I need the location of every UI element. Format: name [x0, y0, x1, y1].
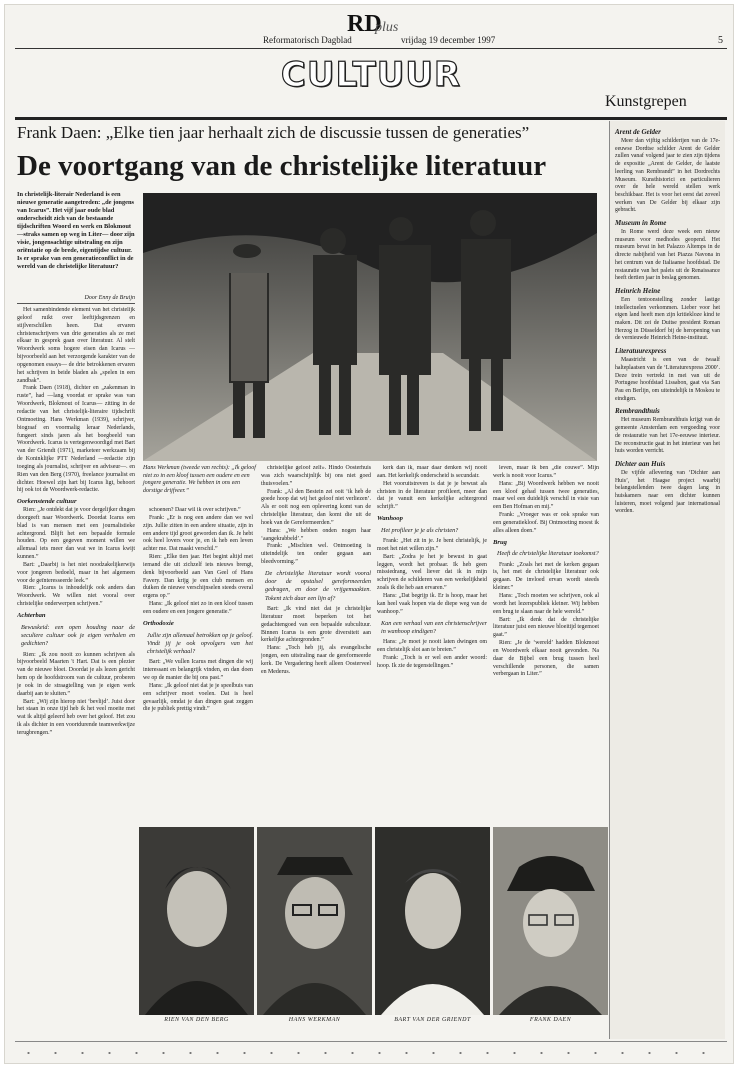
- sidebar-heading: Dichter aan Huis: [615, 459, 666, 468]
- paragraph: Hans: „Je moet je nooit laten dwingen om een christelijk slot aan te breien.”: [377, 639, 487, 653]
- subheading: Brug: [493, 538, 507, 546]
- paragraph: Bart: „Ik denk dat de christelijke literatuur juist een nieuwe bloeitijd tegemoet gaat.”: [493, 616, 599, 639]
- article-column-3: [261, 465, 371, 823]
- byline: Door Enny de Bruijn: [17, 295, 135, 304]
- newspaper-page: [4, 4, 734, 1064]
- masthead-rule: [15, 48, 727, 49]
- sidebar-heading: Rembrandthuis: [615, 407, 660, 416]
- paragraph: Bart: „Zodra je het je bewust in gaat leggen, wordt het probaar. Ik heb geen missiedrang, veel liever dat ik in mijn schrijven de schilderen van een werkelijkheid zoals ik die heb aan ervaren.”: [377, 553, 487, 592]
- paragraph: Rien: „Elke tien jaar. Het begint altijd met iemand die uit zichzelf iets nieuws brengt, denk bijvoorbeeld aan Van Geel of Hans Favery. Dan krijg je een club mensen en duiken de nieuwe verschijnselen steeds overal ergens op.”: [143, 554, 253, 600]
- paragraph: Bart: „Ik vind niet dat je christelijke literatuur moet beperken tot het gedachtengoed van een bepaalde subcultuur. Binnen Icarus is een grote diversiteit aan kerkelijke achtergronden.”: [261, 605, 371, 644]
- paragraph: kerk dan ik, maar daar denken wij nooit aan. Het kerkelijk onderscheid is secundair.: [377, 465, 487, 479]
- paragraph: Bart: „Wij zijn hierop niet ‘bevlijd’. Juist door het staan in onze tijd heb ik het veel moeite met wat ik altijd geleerd heb over het geloof. Het zou ik als dichter in een voortdurende teamwerkwijze terugbrengen.”: [17, 698, 135, 736]
- rd-plus-logo: [345, 9, 401, 35]
- paragraph: Hans: „Bij Woordwerk hebben we nooit een kloof gehad tussen twee generaties, maar wel een duidelijk verschil in visie van een Ben Hofman en mij.”: [493, 480, 599, 511]
- sidebar-text: Meer dan vijftig schilderijen van de 17e-eeuwse Dordtse schilder Arent de Gelder zullen vanaf volgend jaar te zien zijn tijdens de expositie „Arent de Gelder, de laatste leerling van Rembrandt” in het Dordrechts Museum. Kunsthistorici en particulieren over de hele wereld stellen werk beschikbaar. Het is voor het eerst dat zoveel werken van De Gelder bij elkaar zijn gebracht.: [615, 138, 720, 214]
- interview-question: Bewuskeid: een open houding naar de seculiere cultuur ook je eigen verhalen en gedichten?: [21, 623, 135, 648]
- interview-question: Kan een verhaal van een christenschrijver in wanhoop eindigen?: [381, 619, 487, 635]
- subheading: Wanhoop: [377, 515, 403, 523]
- paragraph: Bart: „Daarbij is het niet noodzakelijkerwijs voor jongeren bedoeld, maar in het algemeen voor de geïnteresseerde leek.”: [17, 561, 135, 584]
- article-headline: De voortgang van de christelijke literatuur: [17, 150, 547, 182]
- portrait-photo: [257, 827, 372, 1015]
- paragraph: Hans: „Ik geloof niet dat je je speelbuis van een schrijver moet voelen. Dat is heel gevaarlijk, omdat je dan dingen gaat zeggen die je publiek prettig vindt.”: [143, 682, 253, 713]
- portrait-photo: [139, 827, 254, 1015]
- sidebar-text: Een tentoonstelling zonder lastige intellectuelen verkommen. Lieber voor het eigen land heeft men zijn kritiekloze kind te maken. Dit zei de Duitse president Roman Herzog in Düsseldorf bij de heropening van de vernieuwde Heinrich Heine-instituut.: [615, 296, 720, 342]
- paragraph: schoenen? Daar wil ik over schrijven.”: [149, 507, 241, 513]
- sidebar-text: In Rome werd deze week een nieuw museum voor medhodes geopend. Het museum bevat in het Palazzo Altemps in de directe nabijheid van het Piazza Navona in het centrum van de Italiaanse hoofdstad. De restauratie van het paleis uit de Renaissance heeft dertien jaar in beslag genomen.: [615, 229, 720, 282]
- paragraph: Het vooruitstreven is dat je je bewust als christen in de literatuur profileert, meer dan dat je vanuit een kerkelijke achtergrond schrijft.”: [377, 480, 487, 511]
- paragraph: Frank: „Toch is er wel een ander woord: hoop. Ik zie de tegenstellingen.”: [377, 654, 487, 669]
- section-title: CULTUUR: [280, 55, 462, 95]
- paper-name: Reformatorisch Dagblad: [263, 35, 352, 45]
- portrait-label: FRANK DAEN: [529, 1017, 572, 1023]
- paragraph: Rien: „Icarus is inhoudelijk ook anders dan Woordwerk. We willen niet vooral over christelijke onderwerpen schrijven.”: [17, 585, 135, 608]
- page-number: 5: [718, 35, 723, 46]
- paragraph: Rien: „Je de ‘wereld’ hadden Blokmout en Woordwerk elkaar nooit gevonden. Na daar de Bijbel een brug tussen heel verschillende personen, die samen verbergaan in Liter.”: [493, 640, 599, 678]
- photo-caption: Hans Werkman (tweede van rechts): „Ik geloof niet zo in een kloof tussen een oudere en een jongere generatie. We hebben in ons een dorstige drijfveer.”: [143, 465, 256, 494]
- group-walking-photo: [143, 193, 597, 461]
- section-band: [15, 117, 727, 120]
- sidebar-text: De vijfde aflevering van ‘Dichter aan Huis’, het Haagse project waarbij belangstellenden twee dagen lang in huiskamers naar een dichter kunnen luisteren, moet volgend jaar internationaal worden.: [615, 469, 720, 515]
- interview-question: Jullie zijn allemaal betrokken op je geloof. Vindt jij je ook opvolgers van het christelijk verhaal?: [147, 631, 253, 656]
- masthead: [5, 35, 735, 47]
- interview-question: Het profileer je je als christen?: [381, 526, 459, 534]
- subheading: Orthodoxie: [143, 619, 174, 627]
- paragraph: Bart: „We vullen Icarus met dingen die wij interessant en belangrijk vinden, en dan doen we op de manier die bij ons past.”: [143, 659, 253, 682]
- perforation-dots: [15, 1051, 727, 1055]
- interview-question: Heeft de christelijke literatuur toekomst?: [497, 550, 599, 558]
- article-column-2: [143, 507, 253, 823]
- paragraph: Rien: „Je ontdekt dat je voor dergelijker dingen doorgeeft naar Woordwerk. Doordat Icarus een blad is van mensen met een journalistieke achtergrond. Blijft het een bepaalde formule houden. Op een gegeven moment willen we allemaal iets meer dan wat we in Icarus kwijt kunnen.”: [17, 507, 135, 561]
- sidebar-text: Het museum Rembrandthuis krijgt van de gemeente Amsterdam een vergoeding voor de restauratie van het 17e-eeuwse interieur. De reconstructie gaat in het interieur van het huis worden verricht.: [615, 417, 720, 455]
- portrait-label: BART VAN DER GRIENDT: [394, 1017, 471, 1023]
- sidebar-text: Maastricht is een van de twaalf halteplaatsen van de ‘Literaturexpress 2000’. Deze trein vertrekt in mei van uit de Portugese hoofdstad Lissabon, gaat via San Pau en Berlijn, om uiteindelijk in Moskou te eindigen.: [615, 357, 720, 402]
- paragraph: Frank: „Zoals het met de kerken gegaan is, het met de christelijke literatuur ook gegaan. De invloed ervan wordt steeds kleiner.”: [493, 561, 599, 592]
- paragraph: Frank: „Mischien wel. Ontmoeting is uiteindelijk ten onder gegaan aan bleedvorming.”: [261, 543, 371, 566]
- issue-date: vrijdag 19 december 1997: [401, 35, 496, 45]
- interview-question: De christelijke literatuur wordt vooral door de opstalsel gereformeerden gedragen, en door de vrijgemaakten. Tokent zich daar een lijn af?: [265, 569, 371, 602]
- paragraph: Hans: „Toch moeten we schrijven, ook al wordt het lezerspubliek kleiner. Wij hebben een brug te slaan naar de hele wereld.”: [493, 592, 599, 615]
- paragraph: leven, maar ik ben „die couwe”. Mijn werk is nooit voor Icarus.”: [493, 465, 599, 479]
- paragraph: Frank Daen (1918), dichter en „zakenman in ruste”, had —lang voordat er sprake was van Woordwerk, Blokmout of Icarus— zitting in de redactie van het christelijk-literaire tijdschrift Ontmoeting. Hans Werkman (1939), schrijver, biograaf en voormalig leraar Nederlands, fungeert sinds jaren als het boegbeeld van Woordwerk. Icarus is vertegenwoordigd met Bart van der Griendt (1971), marketeer werkzaam bij de Koninklijke PTT Nederland —redactie zijn toeging als journalist, schrijver en adviseur—. en Rien van den Berg (1970), freelance journalist en dichter. Hoewel zijn hart bij Icarus ligt, behoort hij ook tot de Woordwerk-redactie.: [17, 385, 135, 494]
- paragraph: Rien: „Ik zou nooit zo kunnen schrijven als bijvoorbeeld Maarten 't Hart. Dat is een plezier van de nieuwe bloei. Doordat je als lezen gericht hem op de hoofdstroom van de cultuur, proberen je ook in de straagtelling van je eigen werk daarbij aan te sluiten.”: [17, 651, 135, 697]
- paragraph: Hans: „Ik geloof niet zo in een kloof tussen een oudere en een jongere generatie.”: [143, 601, 253, 615]
- portrait-photo: [493, 827, 608, 1015]
- paragraph: Het samenbindende element van het christelijk geloof ruikt over leeftijdsgrenzen en stijlverschillen heen. Dat ervaren christenschrijvers van drie generaties als ze met elkaar in gesprek gaan over literatuur. Al stelt Woordwerk soms hogere eisen dan Icarus —bijvoorbeeld aan het verzorgende karakter van de opgenomen essays— de drie betrokkenen ervaren het schrijven in beide bladen als „spelen in een zandbak”.: [17, 307, 135, 384]
- paragraph: Frank: „Er is nog een andere dan we wel zijn. Jullie zitten in een andere situatie, zijn in een andere tijd groot geworden dan ik. Je hebt ook heel lovers voor je, en ik heb een leven achter me. Dat maakt verschil.”: [143, 514, 253, 553]
- article-column-5: [493, 465, 599, 823]
- footer-rule: [15, 1041, 727, 1042]
- svg-text:plus: plus: [375, 20, 399, 35]
- paragraph: Hans: „Dat begrijp ik. Er is hoop, maar het kan heel vaak hopen via de diepe weg van de wanhoop.”: [377, 592, 487, 615]
- sidebar-heading: Literatuurexpress: [615, 347, 667, 356]
- portrait-label: HANS WERKMAN: [288, 1017, 341, 1023]
- paragraph: Hans: „Toch heb jij, als evangelische jongen, een uitstraling naar de gereformeerde kerk. De Vergadering heeft alleen Oosterveel en Mederus.: [261, 645, 371, 675]
- sidebar-heading: Museum in Rome: [615, 219, 667, 228]
- sidebar-heading: Heinrich Heine: [615, 286, 661, 295]
- portrait-label: RIEN VAN DEN BERG: [164, 1017, 229, 1023]
- sidebar-heading: Arent de Gelder: [615, 128, 661, 136]
- svg-text:RD: RD: [347, 11, 382, 35]
- subheading: Achterban: [17, 611, 46, 619]
- paragraph: Hans: „We hebben onden nogen haar ‘aangekrabbeld’.”: [261, 527, 371, 542]
- article-intro: In christelijk-literair Nederland is een nieuwe generatie aangetreden: „de jongens van Icarus”. Het vijf jaar oude blad onderscheidt zich van de bestaande tijdschriften Woord en werk en Blokmout —straks samen op weg in Liter— door zijn visie, jongensachtige uitstraling en zijn oriëntatie op de brede, eigentijdse cultuur. Is er sprake van een generatieconflict in de wereld van de christelijke literatuur?: [17, 191, 135, 270]
- kunstgrepen-sidebar: [609, 121, 725, 1039]
- paragraph: christelijke geloof zelf». Hindo Oosterhuis was zich waarschijnlijk bij ons niet goed thuisvoelen.”: [261, 465, 371, 487]
- paragraph: Frank: „Al den Bestein zei ooit ‘ik heb de goede hoop dat wij het geloof niet verliezen’. Als er ooit nog een oplevering komt van de christelijke literatuur, dan komt die uit de hoek van de Gereformeerden.”: [261, 488, 371, 526]
- paragraph: Frank: „Vroeger was er ook sprake van een generatiekloof. Bij Ontmoeting moest ik alles alleen doen.”: [493, 512, 599, 534]
- article-column-4: [377, 465, 487, 823]
- sidebar-header: Kunstgrepen: [605, 93, 687, 110]
- portrait-photo: [375, 827, 490, 1015]
- subheading: Oorkenstende cultuur: [17, 498, 77, 506]
- article-column-1: [17, 307, 135, 1035]
- paragraph: Frank: „Het zit in je. Je bent christelijk, je moet het niet willen zijn.”: [377, 538, 487, 552]
- article-kicker: Frank Daen: „Elke tien jaar herhaalt zich de discussie tussen de generaties”: [17, 123, 530, 142]
